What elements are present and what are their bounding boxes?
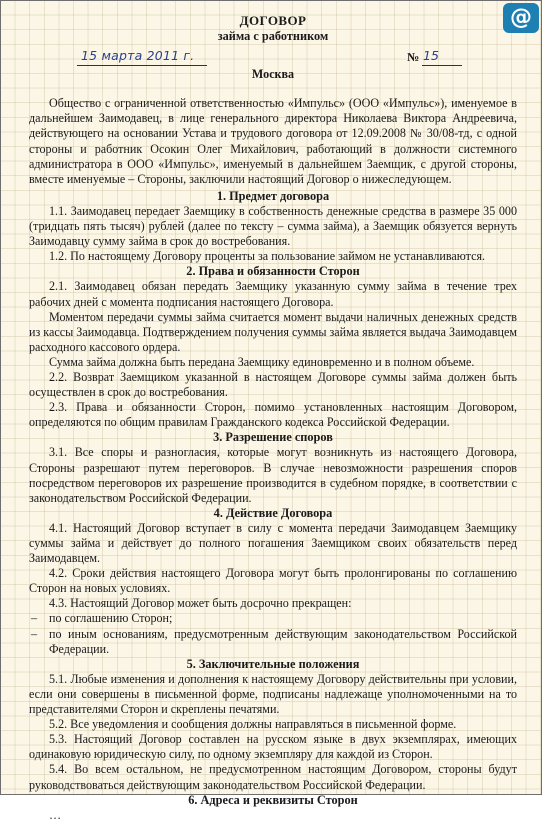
paragraph: 3.1. Все споры и разногласия, которые могут возникнуть из настоящего Договора, Стороны разрешают путем переговоров. В случае невозможности разрешения споров посредством переговоров их разрешение производится в судебном порядке, в соответствии с законодательством Российской Федерации. xyxy=(29,445,517,505)
section-heading: 5. Заключительные положения xyxy=(186,656,360,671)
paragraph: 1.2. По настоящему Договору проценты за пользование займом не устанавливаются. xyxy=(49,249,486,264)
section-heading: 3. Разрешение споров xyxy=(213,430,333,445)
section-heading: 1. Предмет договора xyxy=(216,188,330,203)
paragraph: 4.1. Настоящий Договор вступает в силу с момента передачи Заимодавцем Заемщику суммы займа и действует до полного погашения Заемщиком своих обязательств перед Заимодавцем. xyxy=(29,520,517,566)
document-title: ДОГОВОР xyxy=(239,13,307,28)
list-item: – по иным основаниям, предусмотренным действующим законодательством Российской Федерации. xyxy=(29,627,517,657)
paragraph: 1.1. Заимодавец передает Заемщику в собственность денежные средства в размере 35 000 (тридцать пять тысяч) рублей (далее по тексту – сумма займа), а Заемщик обязуется вернуть Заимодавцу сумму займа в срок до востребования. xyxy=(29,203,517,249)
list-item: – по соглашению Сторон; xyxy=(29,611,517,626)
document-subtitle: займа с работником xyxy=(217,29,329,44)
date-underline xyxy=(77,65,207,66)
section-heading: 4. Действие Договора xyxy=(213,505,333,520)
paragraph: 2.2. Возврат Заемщиком указанной в настоящем Договоре суммы займа должен быть осуществлен в срок до востребования. xyxy=(29,369,517,400)
paragraph: Моментом передачи суммы займа считается момент выдачи наличных денежных средств из кассы Заимодавца. Подтверждением получения суммы займа является выдача Заимодавцем расходного кассового ордера. xyxy=(29,309,517,354)
date-number-row xyxy=(29,47,517,67)
paragraph: 5.4. Во всем остальном, не предусмотренном настоящим Договором, стороны будут руководствоваться действующим законодательством Российской Федерации. xyxy=(29,762,517,792)
handwritten-date: 15 марта 2011 г. xyxy=(81,48,195,64)
section-heading: 6. Адреса и реквизиты Сторон xyxy=(188,792,358,807)
intro-paragraph: Общество с ограниченной ответственностью «Импульс» (ООО «Импульс»), именуемое в дальнейшем Заимодавец, в лице генерального директора Николаева Виктора Андреевича, действующего на основании Устава и трудового договора от 12.09.2008 № 30/08-тд, с одной стороны и работник Осокин Олег Михайлович, работающий в должности системного администратора в ООО «Импульс», именуемый в дальнейшем Заемщик, с другой стороны, вместе именуемые – Стороны, заключили настоящий Договор о нижеследующем. xyxy=(29,96,517,186)
paragraph: Сумма займа должна быть передана Заемщику единовременно и в полном объеме. xyxy=(49,354,475,369)
handwritten-number: 15 xyxy=(423,48,439,64)
paragraph: 5.1. Любые изменения и дополнения к настоящему Договору действительны при условии, если они совершены в письменной форме, подписаны надлежаще уполномоченными на то представителями Сторон и скреплены печатями. xyxy=(29,671,517,717)
ellipsis: … xyxy=(49,807,62,822)
city: Москва xyxy=(251,67,295,82)
number-label: № xyxy=(407,50,420,65)
section-heading: 2. Права и обязанности Сторон xyxy=(186,264,360,279)
document-body xyxy=(29,10,517,823)
logo-glyph: @ xyxy=(510,5,532,30)
paragraph: 2.3. Права и обязанности Сторон, помимо установленных настоящим Договором, определяются по общим правилам Гражданского кодекса Российской Федерации. xyxy=(29,400,517,430)
paragraph: 5.2. Все уведомления и сообщения должны направляться в письменной форме. xyxy=(49,717,457,732)
paragraph: 4.2. Сроки действия настоящего Договора могут быть пролонгированы по соглашению Сторон на новых условиях. xyxy=(29,566,517,596)
number-underline xyxy=(422,65,462,66)
paragraph: 4.3. Настоящий Договор может быть досрочно прекращен: xyxy=(49,596,352,611)
paragraph: 5.3. Настоящий Договор составлен на русском языке в двух экземплярах, имеющих одинаковую юридическую силу, по одному экземпляру для каждой из Сторон. xyxy=(29,732,517,762)
paragraph: 2.1. Заимодавец обязан передать Заемщику указанную сумму займа в течение трех рабочих дней с момента подписания настоящего Договора. xyxy=(29,279,517,309)
